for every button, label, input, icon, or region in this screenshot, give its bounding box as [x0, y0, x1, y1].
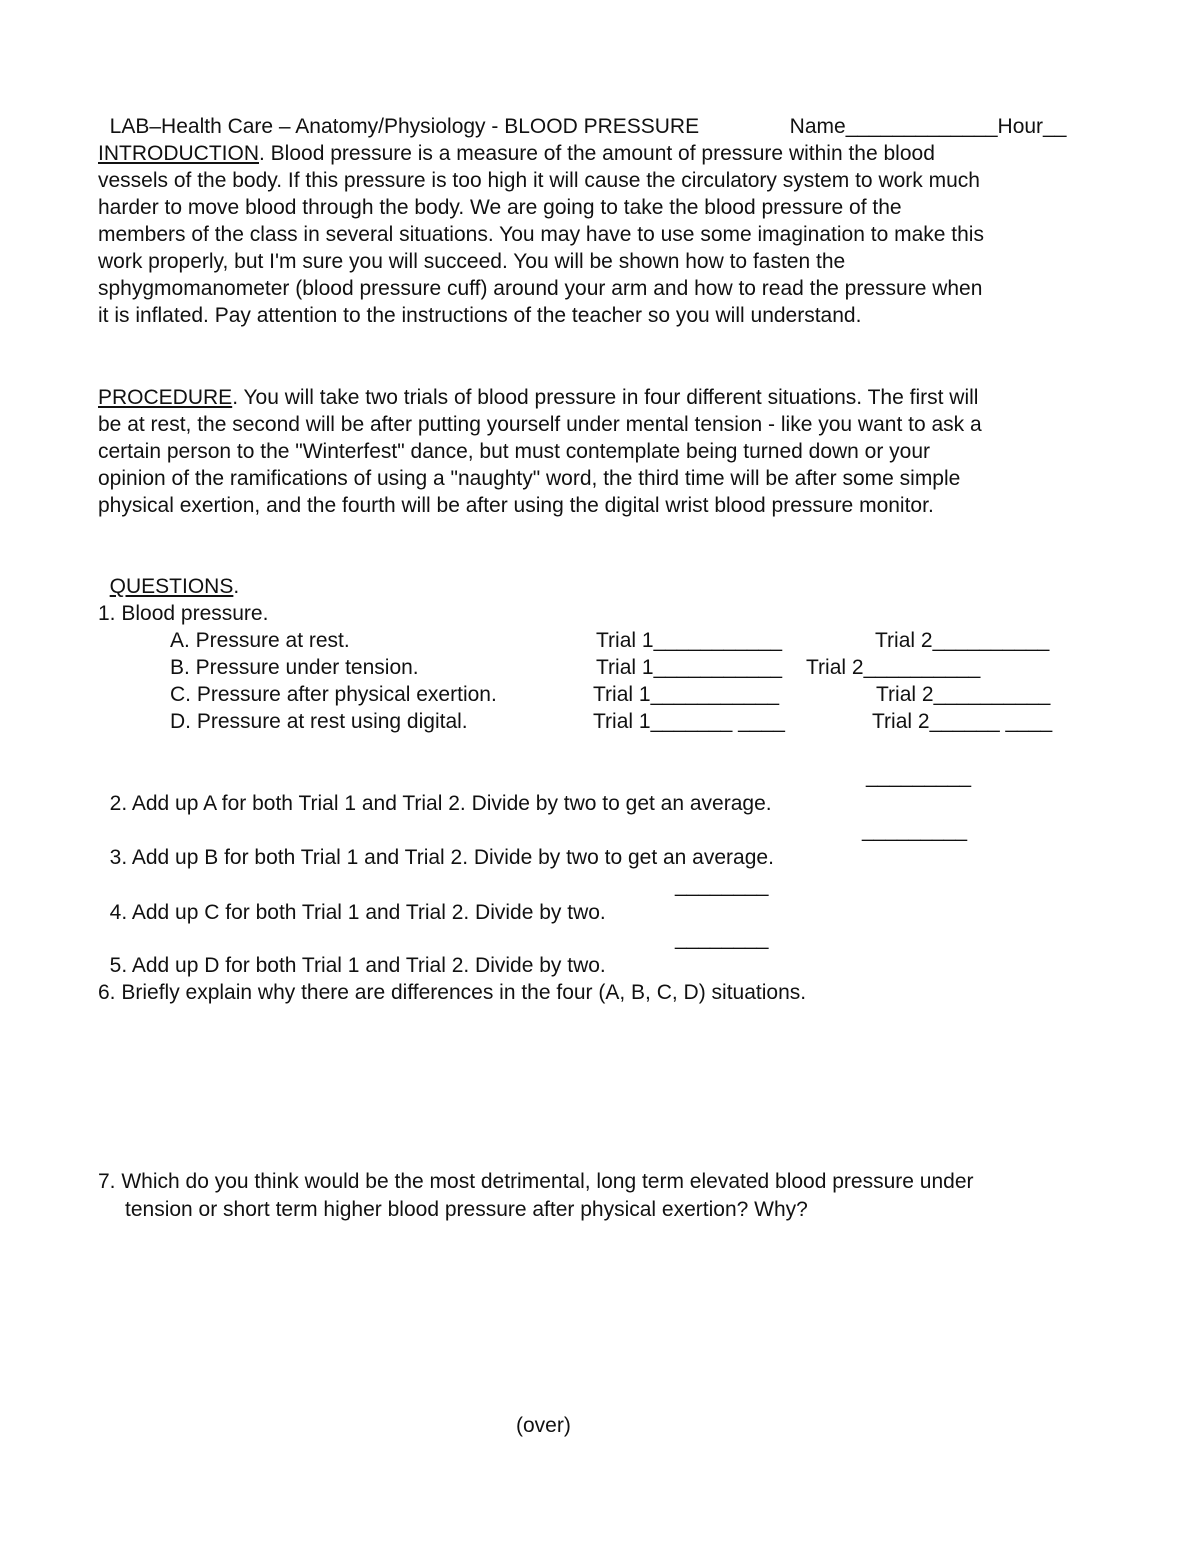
- introduction-line: sphygmomanometer (blood pressure cuff) around your arm and how to read the pressure when: [98, 277, 983, 300]
- procedure-section: [98, 384, 1098, 519]
- q1-trial1-blank[interactable]: Trial 1___________: [596, 656, 783, 679]
- name-label: Name_____________: [789, 115, 998, 138]
- title-text: LAB–Health Care – Anatomy/Physiology - BLOOD PRESSURE: [109, 115, 700, 138]
- procedure-line: opinion of the ramifications of using a "naughty" word, the third time will be after some simple: [98, 467, 961, 490]
- q1-item-label: D. Pressure at rest using digital.: [170, 710, 468, 733]
- q1-item-label: A. Pressure at rest.: [170, 629, 350, 652]
- q1-trial2-blank[interactable]: Trial 2__________: [875, 629, 1050, 652]
- question-1: 1. Blood pressure.: [98, 602, 269, 625]
- introduction-section: [98, 140, 1098, 329]
- q1-trial1-blank[interactable]: Trial 1_______ ____: [593, 710, 785, 733]
- introduction-line: INTRODUCTION. Blood pressure is a measure of the amount of pressure within the blood: [98, 142, 935, 165]
- hour-label: Hour__: [997, 115, 1067, 138]
- answer-blank[interactable]: _________: [862, 819, 968, 842]
- answer-blank[interactable]: _________: [866, 765, 972, 788]
- question-4: [98, 872, 606, 926]
- question-3: [98, 817, 774, 871]
- q1-trial1-blank[interactable]: Trial 1___________: [593, 683, 780, 706]
- question-text: 5. Add up D for both Trial 1 and Trial 2. Divide by two.: [109, 954, 606, 977]
- procedure-line: certain person to the "Winterfest" dance, but must contemplate being turned down or your: [98, 440, 931, 463]
- question-2: [98, 763, 772, 817]
- question-6: 6. Briefly explain why there are differences in the four (A, B, C, D) situations.: [98, 981, 807, 1004]
- introduction-line: work properly, but I'm sure you will succeed. You will be shown how to fasten the: [98, 250, 846, 273]
- q1-item-label: C. Pressure after physical exertion.: [170, 683, 497, 706]
- procedure-heading: PROCEDURE: [98, 386, 233, 409]
- procedure-line: PROCEDURE. You will take two trials of blood pressure in four different situations. The first will: [98, 386, 979, 409]
- q1-trial2-blank[interactable]: Trial 2__________: [806, 656, 981, 679]
- introduction-line: vessels of the body. If this pressure is too high it will cause the circulatory system to work much: [98, 169, 980, 192]
- page-footer-over: (over): [516, 1414, 571, 1437]
- question-text: 4. Add up C for both Trial 1 and Trial 2. Divide by two.: [109, 901, 606, 924]
- answer-space-q6[interactable]: [98, 1010, 1098, 1160]
- q1-trial2-blank[interactable]: Trial 2__________: [876, 683, 1051, 706]
- question-7-line2: tension or short term higher blood pressure after physical exertion? Why?: [125, 1198, 808, 1221]
- q1-item-label: B. Pressure under tension.: [170, 656, 419, 679]
- question-5: [98, 925, 606, 979]
- answer-blank[interactable]: ________: [675, 927, 769, 950]
- question-text: 2. Add up A for both Trial 1 and Trial 2. Divide by two to get an average.: [109, 792, 772, 815]
- introduction-line: harder to move blood through the body. We are going to take the blood pressure of the: [98, 196, 902, 219]
- name-field[interactable]: [778, 86, 1066, 140]
- q1-trial1-blank[interactable]: Trial 1___________: [596, 629, 783, 652]
- worksheet-title: [98, 86, 699, 140]
- introduction-line: members of the class in several situations. You may have to use some imagination to make this: [98, 223, 984, 246]
- answer-blank[interactable]: ________: [675, 874, 769, 897]
- q1-trial2-blank[interactable]: Trial 2______ ____: [872, 710, 1053, 733]
- question-7-line1: 7. Which do you think would be the most detrimental, long term elevated blood pressure under: [98, 1170, 974, 1193]
- questions-heading-line: QUESTIONS.: [109, 575, 240, 598]
- introduction-line: it is inflated. Pay attention to the instructions of the teacher so you will understand.: [98, 304, 862, 327]
- procedure-line: be at rest, the second will be after putting yourself under mental tension - like you want to ask a: [98, 413, 982, 436]
- answer-space-q7[interactable]: [98, 1228, 1098, 1398]
- questions-heading: QUESTIONS: [109, 575, 234, 598]
- introduction-heading: INTRODUCTION: [98, 142, 259, 165]
- question-text: 3. Add up B for both Trial 1 and Trial 2. Divide by two to get an average.: [109, 846, 774, 869]
- procedure-line: physical exertion, and the fourth will be after using the digital wrist blood pressure monitor.: [98, 494, 934, 517]
